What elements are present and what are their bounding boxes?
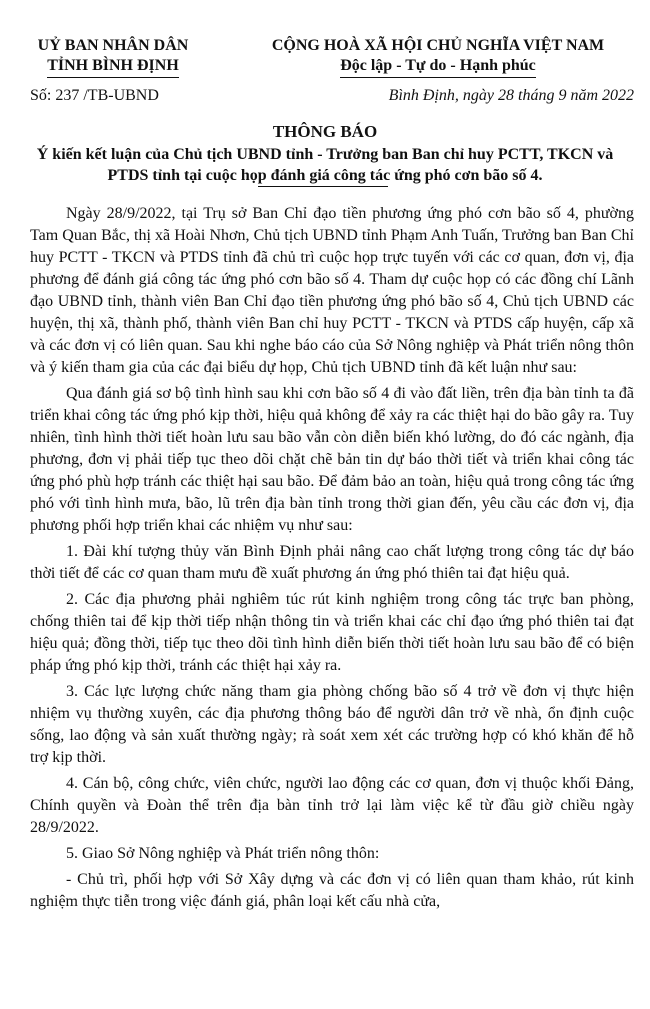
subtitle-underline [258,186,388,187]
document-number: Số: 237 /TB-UBND [30,87,159,104]
national-motto [238,36,638,78]
authority-line-1: UỶ BAN NHÂN DÂN [37,37,189,54]
paragraph: 2. Các địa phương phải nghiêm túc rút kinh nghiệm trong công tác trực ban phòng, chống thiên tai để kịp thời tiếp nhận thông tin và triển khai các chỉ đạo ứng phó thiên tai đạt hiệu quả; đồng thời, tiếp tục theo dõi tình hình diễn biến thời tiết hoàn lưu sau bão để có biện pháp ứng phó kịp thời, tránh các thiệt hại xảy ra. [30,591,634,674]
nation-name: CỘNG HOÀ XÃ HỘI CHỦ NGHĨA VIỆT NAM [271,37,605,54]
paragraph: - Chủ trì, phối hợp với Sở Xây dựng và các đơn vị có liên quan tham khảo, rút kinh nghiệm thực tiễn trong việc đánh giá, phân loại kết cấu nhà cửa, [30,871,634,910]
document-date: Bình Định, ngày 28 tháng 9 năm 2022 [388,87,634,104]
paragraph: Ngày 28/9/2022, tại Trụ sở Ban Chỉ đạo tiền phương ứng phó cơn bão số 4, phường Tam Quan Bắc, thị xã Hoài Nhơn, Chủ tịch UBND tỉnh Phạm Anh Tuấn, Trưởng ban Ban Chỉ huy PCTT - TKCN và PTDS tỉnh đã chủ trì cuộc họp trực tuyến với các cơ quan, đơn vị, địa phương để đánh giá công tác ứng phó cơn bão số 4. Tham dự cuộc họp có các đồng chí Lãnh đạo UBND tỉnh, thành viên Ban Chỉ đạo tiền phương ứng phó bão số 4, Chủ tịch UBND các huyện, thị xã, thành phố, thành viên Ban chỉ huy PCTT - TKCN và PTDS cấp huyện, cấp xã và các đơn vị có liên quan. Sau khi nghe báo cáo của Sở Nông nghiệp và Phát triển nông thôn và ý kiến tham gia của các đại biểu dự họp, Chủ tịch UBND tỉnh đã kết luận như sau: [30,205,634,376]
document-subtitle: Ý kiến kết luận của Chủ tịch UBND tỉnh - Trưởng ban Ban chỉ huy PCTT, TKCN và PTDS tỉnh tại cuộc họp đánh giá công tác ứng phó cơn bão số 4. [36,146,614,184]
document-title: THÔNG BÁO [272,122,378,141]
paragraph: Qua đánh giá sơ bộ tình hình sau khi cơn bão số 4 đi vào đất liền, trên địa bàn tỉnh ta đã triển khai công tác ứng phó kịp thời, hiệu quả không để xảy ra các thiệt hại do bão gây ra. Tuy nhiên, tình hình thời tiết hoàn lưu sau bão vẫn còn diễn biến khó lường, do đó các ngành, địa phương, đơn vị phải tiếp tục theo dõi chặt chẽ bản tin dự báo thời tiết và triển khai công tác ứng phó phù hợp tránh các thiệt hại sau bão. Để đảm bảo an toàn, hiệu quả trong công tác ứng phó với tình hình mưa, bão, lũ trên địa bàn tỉnh trong thời gian đến, yêu cầu các đơn vị, địa phương phối hợp triển khai các nhiệm vụ như sau: [30,385,634,534]
paragraph: 4. Cán bộ, công chức, viên chức, người lao động các cơ quan, đơn vị thuộc khối Đảng, Chính quyền và Đoàn thể trên địa bàn tỉnh trở lại làm việc kể từ đầu giờ chiều ngày 28/9/2022. [30,775,634,836]
motto: Độc lập - Tự do - Hạnh phúc [340,56,536,78]
authority-line-2: TỈNH BÌNH ĐỊNH [47,56,179,78]
issuing-authority [18,36,208,78]
paragraph: 1. Đài khí tượng thủy văn Bình Định phải nâng cao chất lượng trong công tác dự báo thời tiết để các cơ quan tham mưu đề xuất phương án ứng phó thiên tai đạt hiệu quả. [30,543,634,582]
paragraph: 5. Giao Sở Nông nghiệp và Phát triển nông thôn: [66,845,380,862]
document-body [30,203,634,917]
paragraph: 3. Các lực lượng chức năng tham gia phòng chống bão số 4 trở về đơn vị thực hiện nhiệm vụ thường xuyên, các địa phương thông báo để người dân trở về nhà, ổn định cuộc sống, lao động và sản xuất thường ngày; rà soát xem xét các trường hợp có khó khăn để hỗ trợ kịp thời. [30,683,634,766]
